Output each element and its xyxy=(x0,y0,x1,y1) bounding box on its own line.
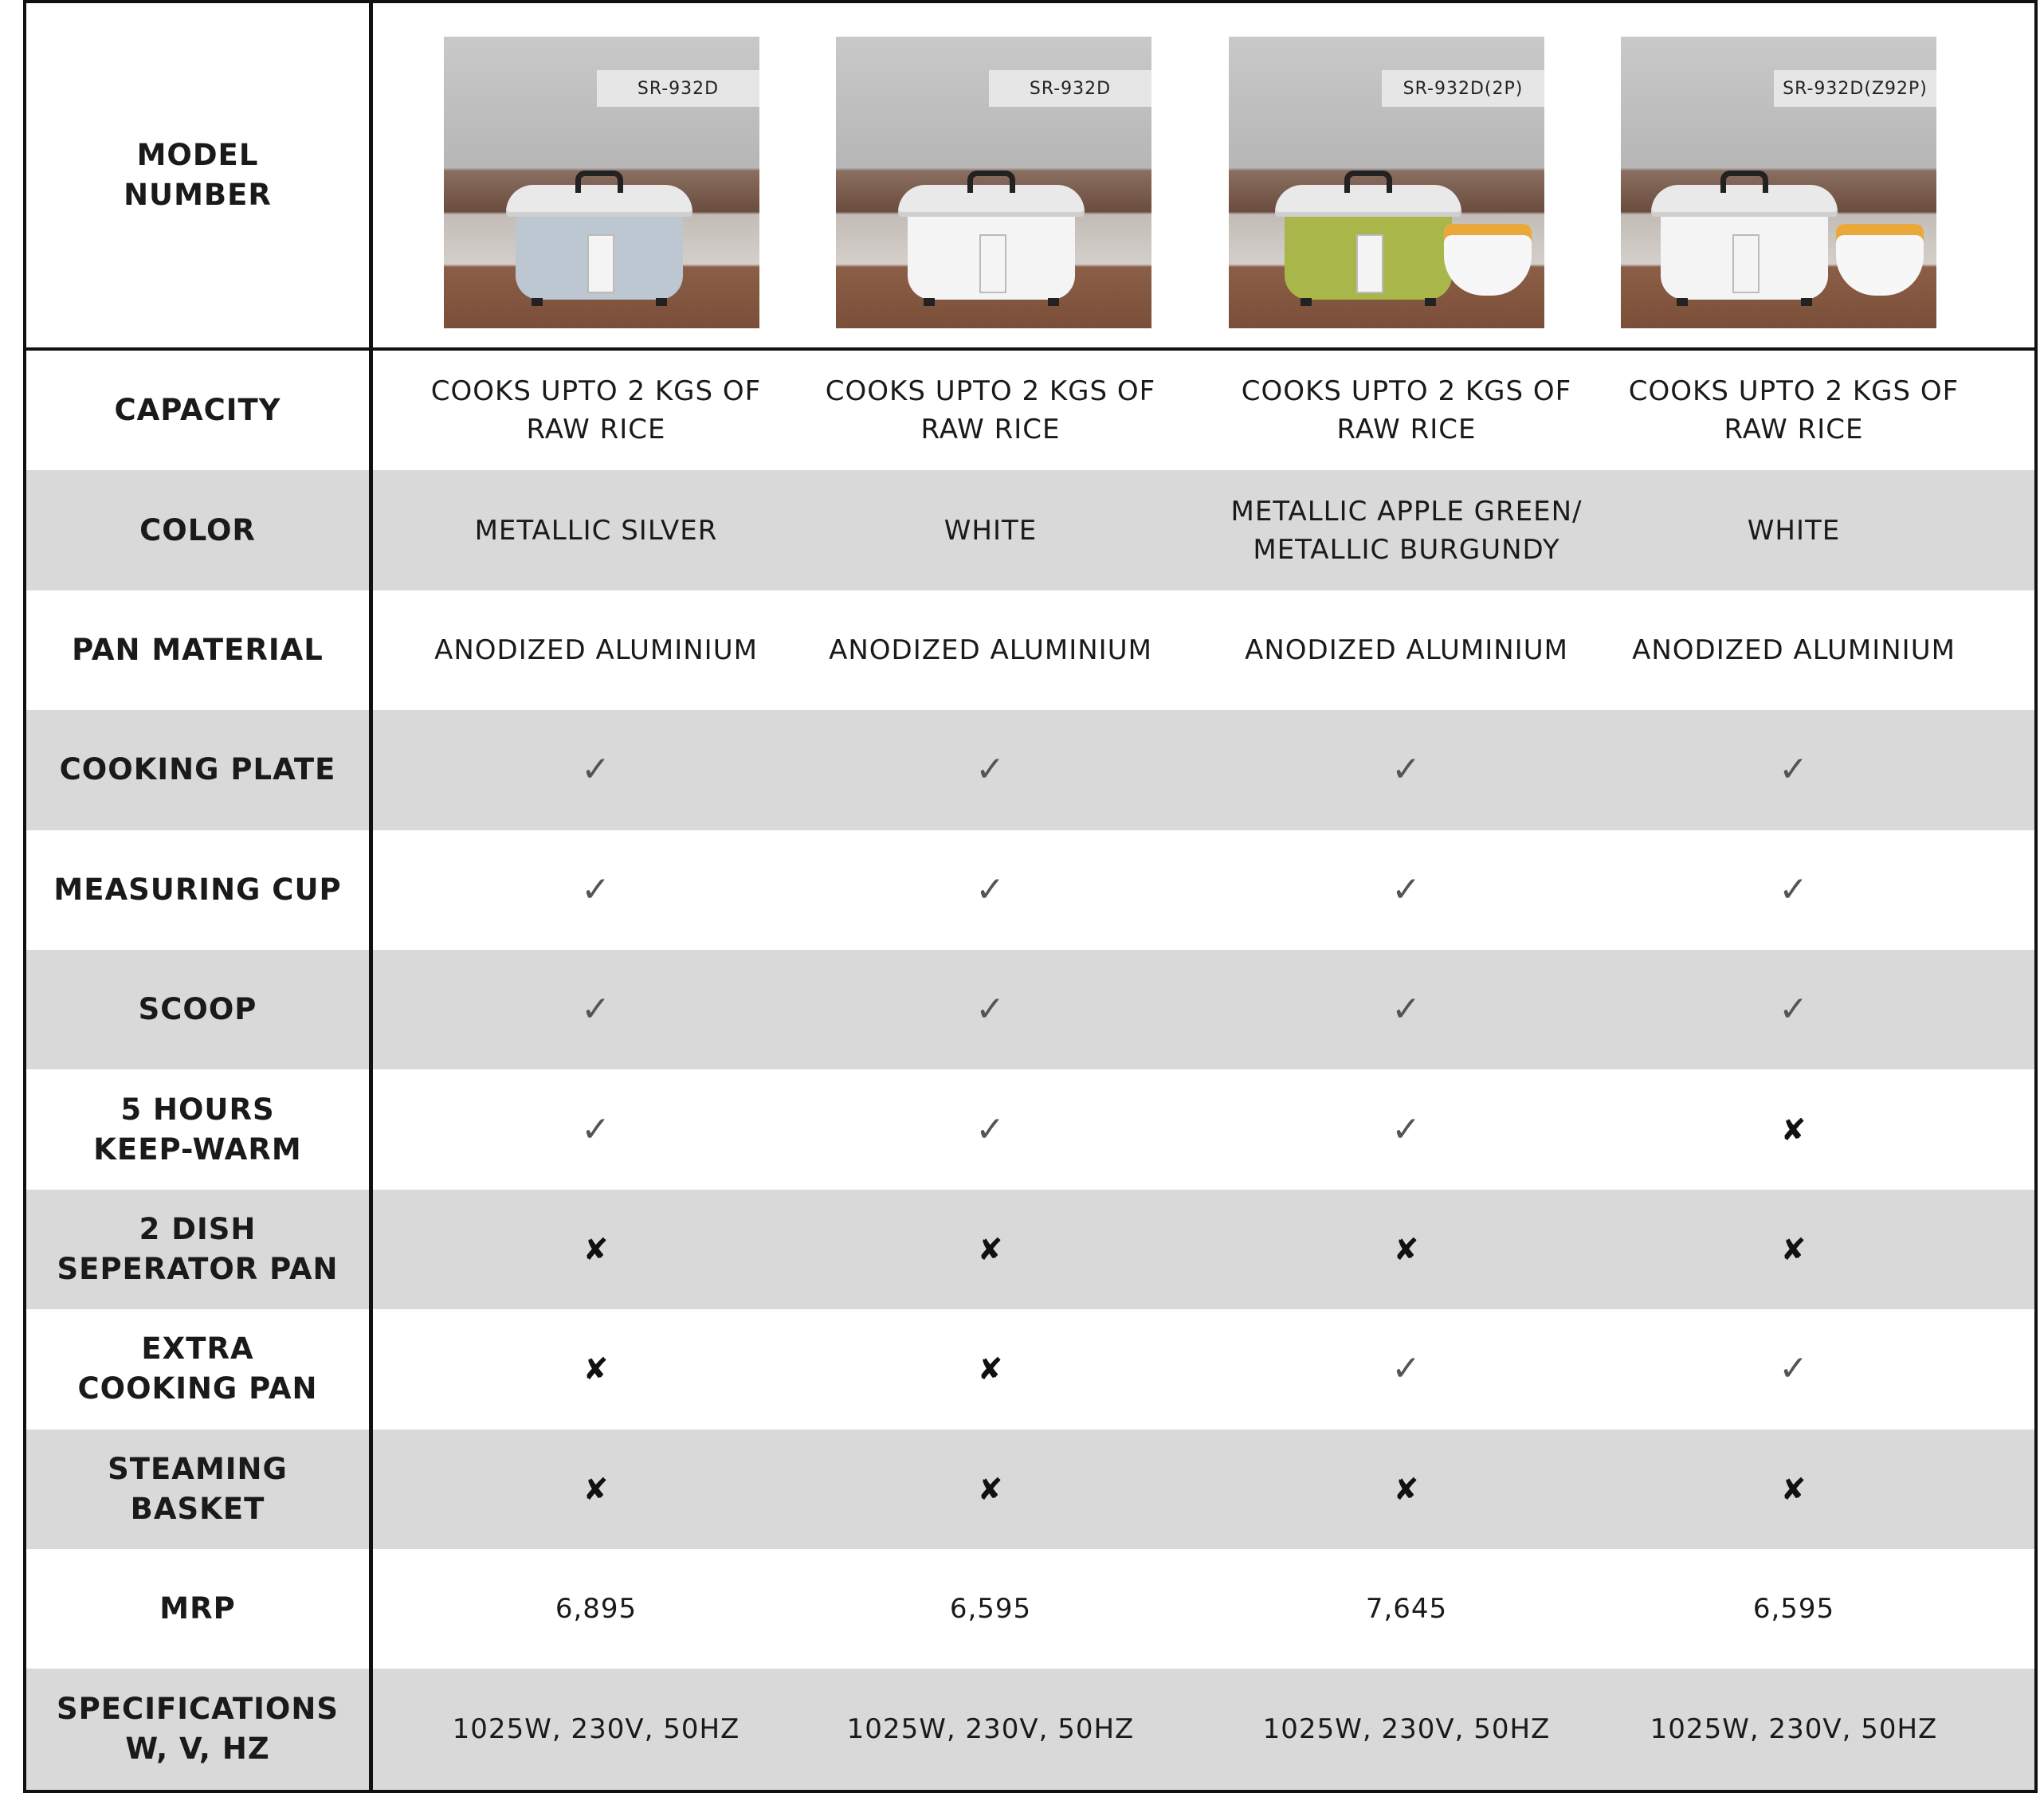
cooker-feet xyxy=(532,298,667,306)
model-tag-2: SR-932D xyxy=(989,70,1151,107)
cell-value: 1025W, 230V, 50HZ xyxy=(846,1712,1135,1745)
check-icon: ✓ xyxy=(581,1108,611,1150)
cell-value: COOKS UPTO 2 KGS OF RAW RICE xyxy=(430,375,762,446)
row-label: EXTRA COOKING PAN xyxy=(77,1332,318,1406)
rice-cooker-3 xyxy=(1285,171,1452,306)
cooker-feet xyxy=(1300,298,1436,306)
check-icon: ✓ xyxy=(1779,869,1809,910)
cross-icon: ✘ xyxy=(583,1231,610,1267)
row-measuring-cup xyxy=(26,830,2034,950)
row-label: PAN MATERIAL xyxy=(72,632,324,667)
cooker-handle xyxy=(1344,171,1392,193)
check-icon: ✓ xyxy=(975,1108,1006,1150)
row-label: 2 DISH SEPERATOR PAN xyxy=(57,1211,339,1286)
product-image-2 xyxy=(836,37,1151,328)
row-label: SPECIFICATIONS W, V, HZ xyxy=(57,1691,339,1766)
row-label: SCOOP xyxy=(138,992,257,1027)
row-label: COLOR xyxy=(139,512,256,547)
cooker-handle xyxy=(967,171,1015,193)
cross-icon: ✘ xyxy=(1780,1112,1807,1147)
product-image-3 xyxy=(1229,37,1544,328)
cooker-handle xyxy=(575,171,623,193)
cell-value: METALLIC APPLE GREEN/ METALLIC BURGUNDY xyxy=(1230,495,1583,566)
check-icon: ✓ xyxy=(1391,1108,1422,1150)
model-number-row xyxy=(26,3,2034,347)
cooker-control-panel xyxy=(1356,234,1383,293)
row-label: COOKING PLATE xyxy=(59,752,336,787)
row-cooking-plate xyxy=(26,710,2034,830)
cross-icon: ✘ xyxy=(1393,1231,1420,1267)
cross-icon: ✘ xyxy=(1780,1231,1807,1267)
cell-value: ANODIZED ALUMINIUM xyxy=(1245,633,1568,666)
cross-icon: ✘ xyxy=(977,1351,1004,1387)
cross-icon: ✘ xyxy=(977,1231,1004,1267)
check-icon: ✓ xyxy=(1391,869,1422,910)
rice-cooker-4 xyxy=(1661,171,1828,306)
rice-cooker-2 xyxy=(908,171,1075,306)
check-icon: ✓ xyxy=(581,869,611,910)
cell-value: WHITE xyxy=(944,514,1038,547)
cooker-handle xyxy=(1720,171,1768,193)
cross-icon: ✘ xyxy=(583,1471,610,1507)
check-icon: ✓ xyxy=(975,989,1006,1030)
check-icon: ✓ xyxy=(1391,1348,1422,1390)
cooker-feet xyxy=(924,298,1059,306)
cross-icon: ✘ xyxy=(583,1351,610,1387)
row-label: MRP xyxy=(159,1591,236,1626)
cell-value: COOKS UPTO 2 KGS OF RAW RICE xyxy=(825,375,1156,446)
model-tag-1: SR-932D xyxy=(597,70,759,107)
check-icon: ✓ xyxy=(581,749,611,790)
check-icon: ✓ xyxy=(975,869,1006,910)
cell-value: ANODIZED ALUMINIUM xyxy=(829,633,1152,666)
cooker-control-panel xyxy=(979,234,1006,293)
cell-value: 1025W, 230V, 50HZ xyxy=(1262,1712,1551,1745)
row-scoop xyxy=(26,950,2034,1069)
cross-icon: ✘ xyxy=(1780,1471,1807,1507)
extra-pan-dish xyxy=(1444,224,1532,296)
cross-icon: ✘ xyxy=(1393,1471,1420,1507)
cell-value: ANODIZED ALUMINIUM xyxy=(1632,633,1956,666)
comparison-table xyxy=(23,0,2038,1793)
cell-value: 6,595 xyxy=(949,1593,1032,1626)
model-tag-4: SR-932D(Z92P) xyxy=(1774,70,1936,107)
check-icon: ✓ xyxy=(975,749,1006,790)
row-extra-cooking-pan xyxy=(26,1309,2034,1429)
row-label: STEAMING BASKET xyxy=(108,1451,288,1526)
cell-value: METALLIC SILVER xyxy=(474,514,718,547)
check-icon: ✓ xyxy=(1779,989,1809,1030)
row-keep-warm xyxy=(26,1069,2034,1189)
row-specifications xyxy=(26,1669,2034,1788)
check-icon: ✓ xyxy=(581,989,611,1030)
row-mrp xyxy=(26,1549,2034,1669)
cell-value: 1025W, 230V, 50HZ xyxy=(452,1712,740,1745)
label-column-divider xyxy=(369,3,373,1790)
cell-value: COOKS UPTO 2 KGS OF RAW RICE xyxy=(1628,375,1960,446)
row-label: 5 HOURS KEEP-WARM xyxy=(93,1092,302,1167)
row-color xyxy=(26,470,2034,590)
cooker-control-panel xyxy=(587,234,614,293)
cooker-control-panel xyxy=(1732,234,1760,293)
row-label: MEASURING CUP xyxy=(53,872,342,907)
row-label: CAPACITY xyxy=(114,393,281,428)
cell-value: COOKS UPTO 2 KGS OF RAW RICE xyxy=(1241,375,1572,446)
cell-value: ANODIZED ALUMINIUM xyxy=(434,633,758,666)
cooker-feet xyxy=(1677,298,1812,306)
cell-value: WHITE xyxy=(1747,514,1841,547)
check-icon: ✓ xyxy=(1779,749,1809,790)
cell-value: 6,595 xyxy=(1752,1593,1835,1626)
check-icon: ✓ xyxy=(1779,1348,1809,1390)
product-image-1 xyxy=(444,37,759,328)
row-capacity xyxy=(26,351,2034,470)
row-steaming-basket xyxy=(26,1430,2034,1549)
row-dish-separator-pan xyxy=(26,1190,2034,1309)
cross-icon: ✘ xyxy=(977,1471,1004,1507)
model-number-label: MODEL NUMBER xyxy=(124,138,272,212)
rice-cooker-1 xyxy=(516,171,683,306)
cell-value: 7,645 xyxy=(1365,1593,1448,1626)
product-image-4 xyxy=(1621,37,1936,328)
check-icon: ✓ xyxy=(1391,989,1422,1030)
row-pan-material xyxy=(26,590,2034,710)
model-tag-3: SR-932D(2P) xyxy=(1382,70,1544,107)
check-icon: ✓ xyxy=(1391,749,1422,790)
cell-value: 6,895 xyxy=(555,1593,638,1626)
cell-value: 1025W, 230V, 50HZ xyxy=(1650,1712,1938,1745)
extra-pan-dish xyxy=(1836,224,1924,296)
